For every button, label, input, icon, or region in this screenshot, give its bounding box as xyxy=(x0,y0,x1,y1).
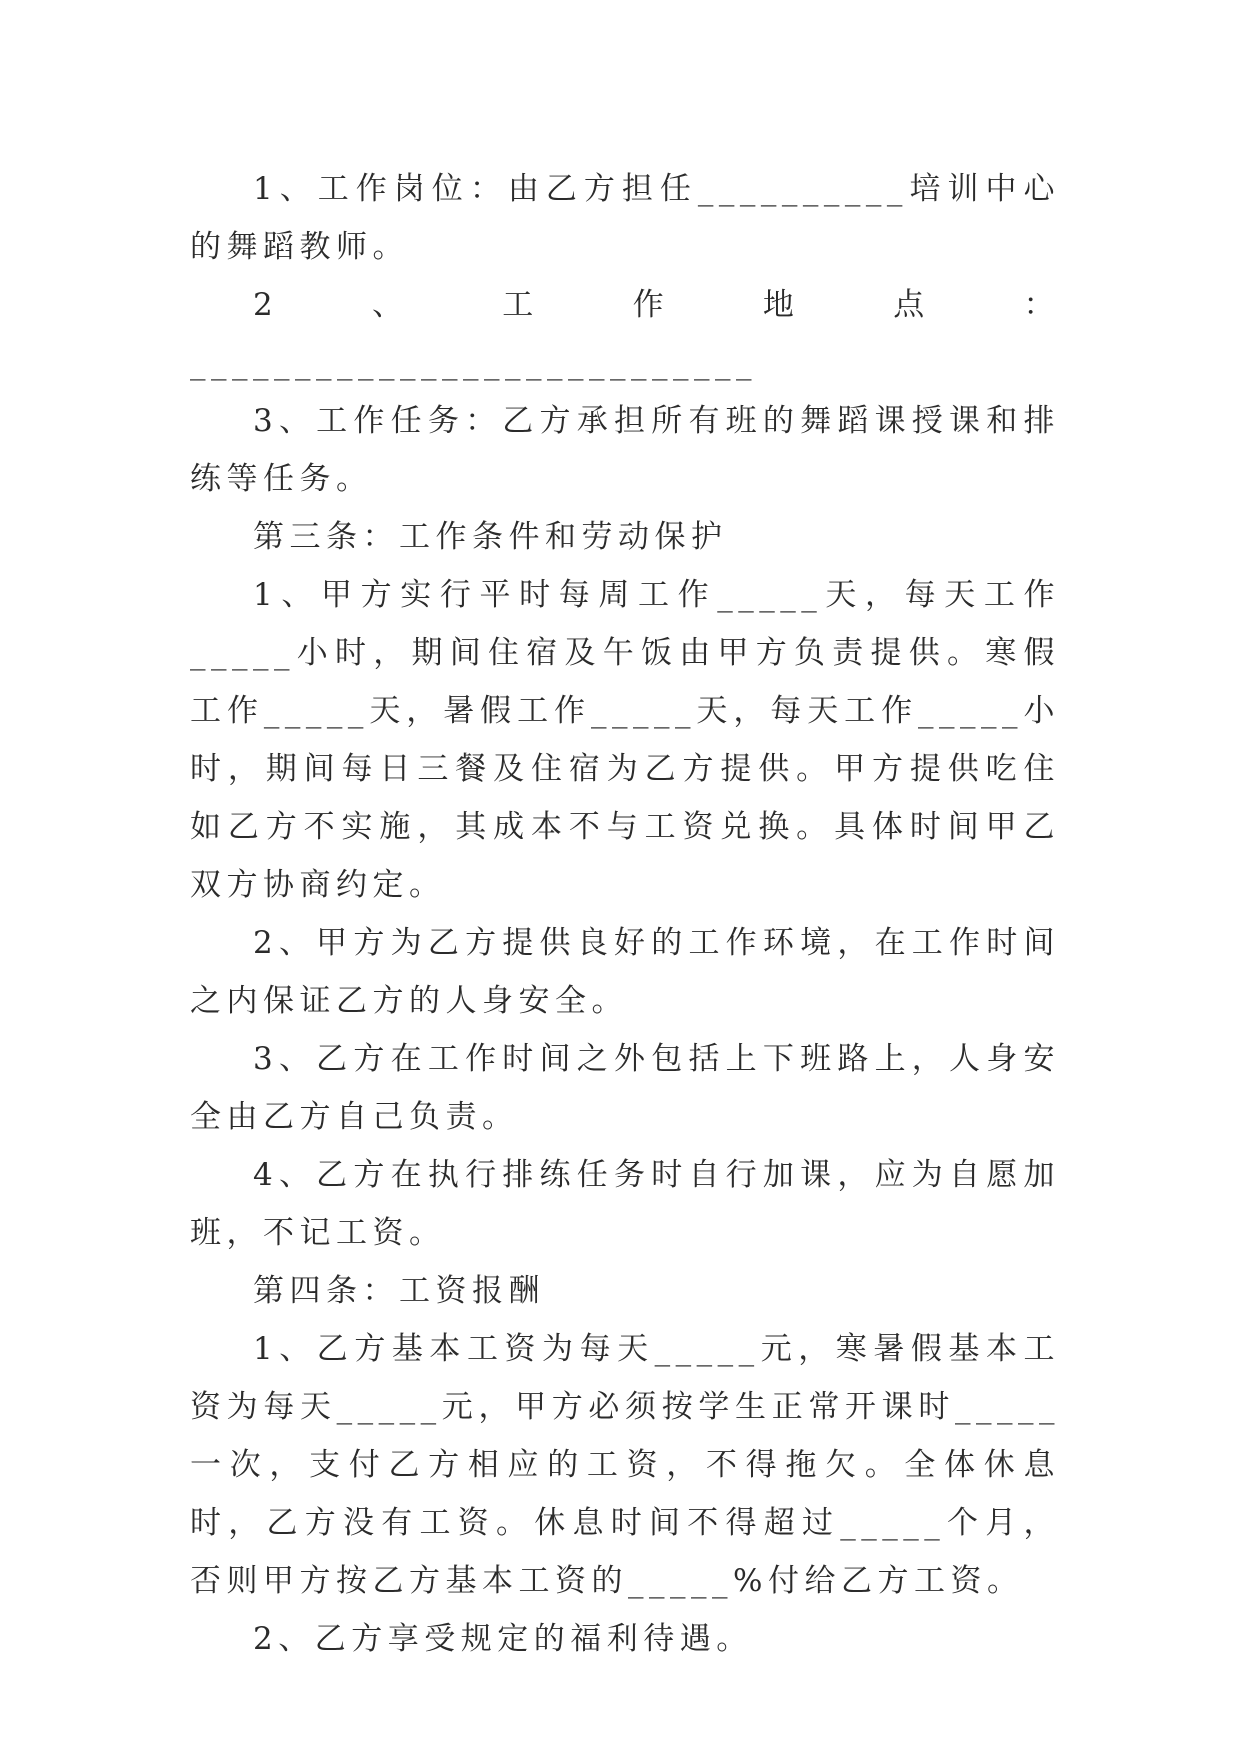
clause-work-environment: 2、甲方为乙方提供良好的工作环境，在工作时间之内保证乙方的人身安全。 xyxy=(190,925,1060,1019)
clause-job-position: 1、工作岗位：由乙方担任__________培训中心的舞蹈教师。 xyxy=(190,171,1060,265)
clause-work-location: 2、工作地点：___________________________ xyxy=(190,287,1060,381)
clause-work-tasks: 3、工作任务：乙方承担所有班的舞蹈课授课和排练等任务。 xyxy=(190,403,1060,497)
section-heading-article-3: 第三条：工作条件和劳动保护 xyxy=(253,519,728,555)
clause-base-salary: 1、乙方基本工资为每天_____元，寒暑假基本工资为每天_____元，甲方必须按学生正常开课时_____一次，支付乙方相应的工资，不得拖欠。全体休息时，乙方没有工资。休息时间不得超过_____个月，否则甲方按乙方基本工资的_____%付给乙方工资。 xyxy=(190,1331,1060,1599)
clause-off-hours-safety: 3、乙方在工作时间之外包括上下班路上，人身安全由乙方自己负责。 xyxy=(190,1041,1060,1135)
document-page xyxy=(190,160,1060,1668)
clause-benefits: 2、乙方享受规定的福利待遇。 xyxy=(253,1621,753,1657)
clause-working-hours: 1、甲方实行平时每周工作_____天，每天工作_____小时，期间住宿及午饭由甲方负责提供。寒假工作_____天，暑假工作_____天，每天工作_____小时，期间每日三餐及住宿为乙方提供。甲方提供吃住如乙方不实施，其成本不与工资兑换。具体时间甲乙双方协商约定。 xyxy=(190,577,1060,903)
clause-overtime: 4、乙方在执行排练任务时自行加课，应为自愿加班，不记工资。 xyxy=(190,1157,1060,1251)
section-heading-article-4: 第四条：工资报酬 xyxy=(253,1273,545,1309)
